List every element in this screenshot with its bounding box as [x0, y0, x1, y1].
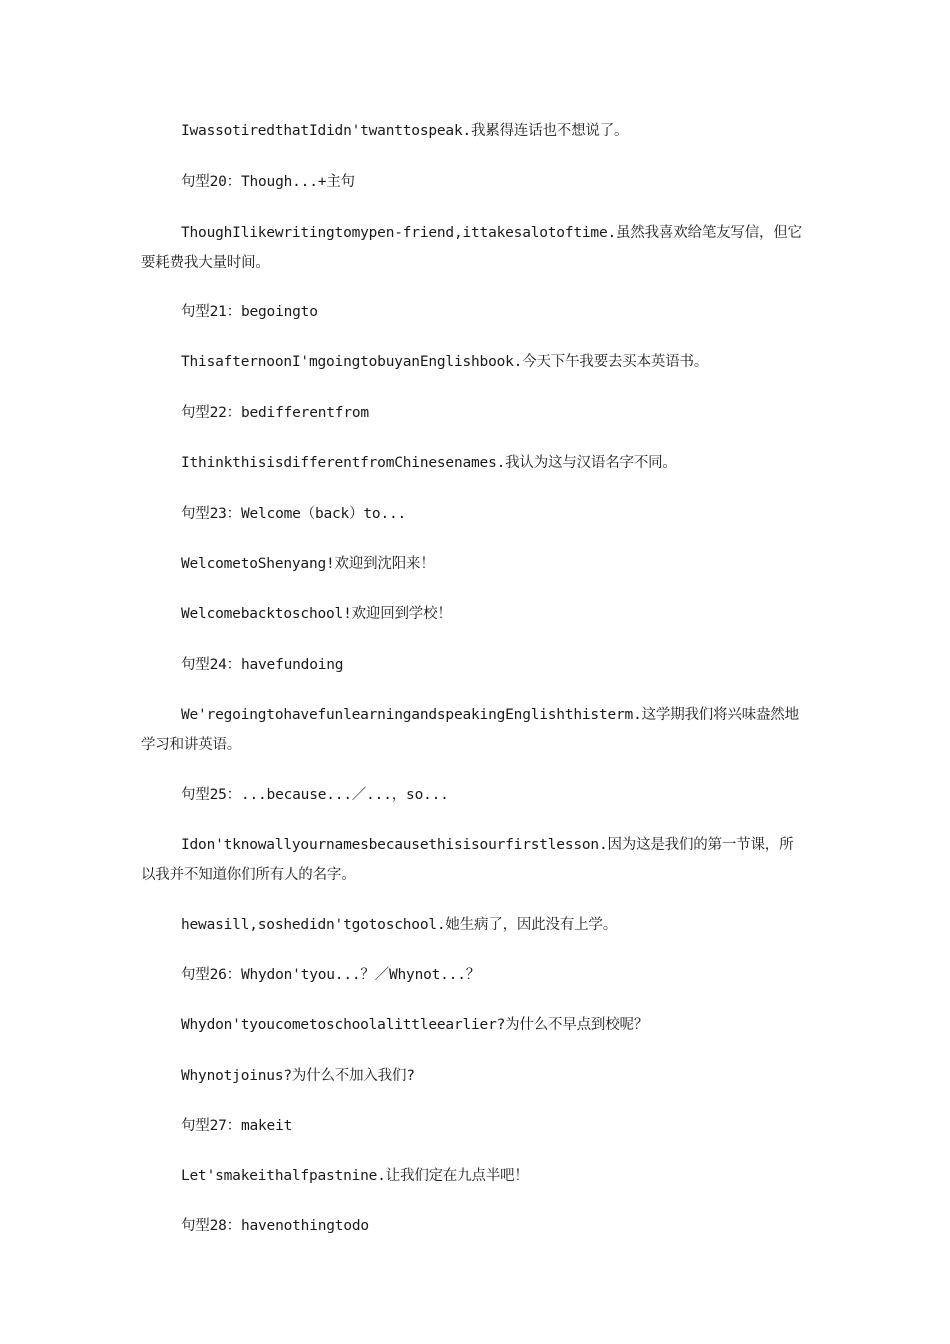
paragraph-sentence-make-it: Let'smakeithalfpastnine.让我们定在九点半吧！ — [181, 1168, 529, 1184]
pattern-heading-25: 句型25：...because...／...，so... — [181, 787, 449, 803]
paragraph-sentence-welcome-shenyang: WelcometoShenyang!欢迎到沈阳来！ — [181, 556, 435, 572]
pattern-heading-23: 句型23：Welcome（back）to... — [181, 506, 407, 522]
paragraph-sentence-why-not: Whynotjoinus?为什么不加入我们? — [181, 1068, 415, 1084]
pattern-heading-27: 句型27：makeit — [181, 1118, 293, 1134]
pattern-heading-24: 句型24：havefundoing — [181, 657, 344, 673]
paragraph-sentence-why-dont-you: Whydon'tyoucometoschoolalittleearlier?为什么不早点到校呢？ — [181, 1017, 649, 1033]
pattern-heading-20: 句型20：Though...+主句 — [181, 174, 355, 190]
pattern-heading-26: 句型26：Whydon'tyou...？／Whynot...？ — [181, 967, 481, 983]
pattern-heading-28: 句型28：havenothingtodo — [181, 1218, 369, 1234]
paragraph-sentence-have-fun: We'regoingtohavefunlearningandspeakingEnglishthisterm.这学期我们将兴味盎然地学习和讲英语。 — [141, 707, 799, 753]
paragraph-sentence-because: Idon'tknowallyournamesbecausethisisourfirstlesson.因为这是我们的第一节课，所以我并不知道你们所有人的名字。 — [141, 837, 794, 883]
pattern-heading-22: 句型22：bedifferentfrom — [181, 405, 369, 421]
paragraph-sentence-so: hewasill,soshedidn'tgotoschool.她生病了，因此没有上学。 — [181, 917, 618, 933]
paragraph-sentence-though: ThoughIlikewritingtomypen-friend,ittakesalotoftime.虽然我喜欢给笔友写信，但它要耗费我大量时间。 — [141, 225, 802, 271]
paragraph-sentence-welcome-back: Welcomebacktoschool!欢迎回到学校！ — [181, 606, 452, 622]
paragraph-sentence-so-tired: IwassotiredthatIdidn'twanttospeak.我累得连话也不想说了。 — [181, 123, 629, 139]
paragraph-sentence-different-from: IthinkthisisdifferentfromChinesenames.我认为这与汉语名字不同。 — [181, 455, 677, 471]
paragraph-sentence-going-to: ThisafternoonI'mgoingtobuyanEnglishbook.今天下午我要去买本英语书。 — [181, 354, 709, 370]
pattern-heading-21: 句型21：begoingto — [181, 304, 318, 320]
